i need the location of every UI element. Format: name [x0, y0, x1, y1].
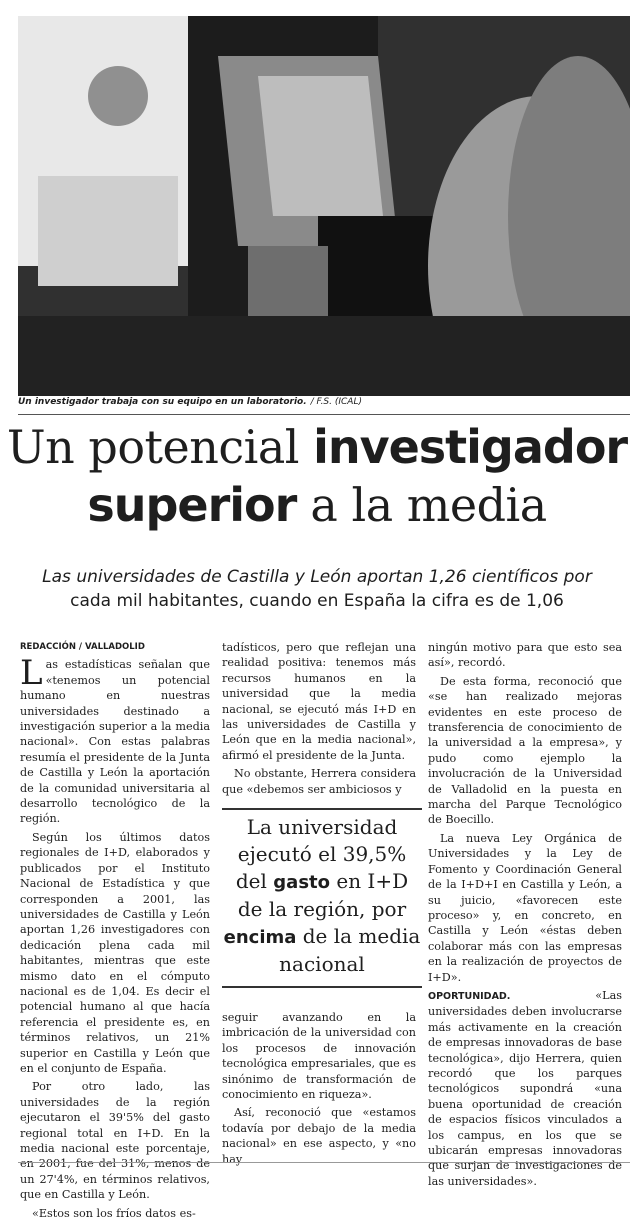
col1-paragraph-2: Según los últimos datos regionales de I+D, elaborados y publicados por el Instituto Nacional de Estadística y que corresponden a 2001, las universidades de Castilla y León aportan 1,26 investigadores con dedicación plena cada mil habitantes, mientras que este mismo dato en el cómputo nacional es de 1,04. Es decir el potencial humano al que hacía referencia el presidente es, en términos relativos, un 21% superior en Castilla y León que en el conjunto de España. [20, 830, 210, 1075]
kicker: OPORTUNIDAD. [428, 990, 511, 1002]
pullquote-b2: encima [223, 927, 297, 948]
col1-p1-text: as estadísticas señalan que «tenemos un potencial humano en nuestras universidades destinado a investigación superior a la media nacional». Con estas palabras resumía el presidente de la Junta de Castilla y León la aportación de la comunidad universitaria al desarrollo tecnológico de la región. [20, 658, 210, 826]
col1-paragraph-1 [20, 653, 210, 826]
col3-paragraph-3: La nueva Ley Orgánica de Universidades y la Ley de Fomento y Coordinación General de la I+D+I en Castilla y León, a su juicio, «favorecen este proceso» y, en concreto, en Castilla y León «éstas deben colaborar más con las empresas en la realización de proyectos de I+D». [428, 831, 622, 984]
column-2-bottom [222, 1010, 416, 1170]
col1-paragraph-3: Por otro lado, las universidades de la región ejecutaron el 39'5% del gasto regional total en I+D. En la media nacional este porcentaje, en 2001, fue del 31%, menos de un 27'4%, en términos relativos, que en Castilla y León. [20, 1080, 210, 1202]
column-1 [20, 640, 210, 1224]
divider [18, 414, 630, 415]
col3-paragraph-1: ningún motivo para que esto sea así», recordó. [428, 641, 622, 670]
column-3 [428, 640, 622, 1192]
headline-part2: investigador [313, 420, 628, 474]
byline: REDACCIÓN / VALLADOLID [20, 642, 145, 652]
photo-caption [18, 397, 630, 407]
headline-part4: a la media [296, 478, 547, 532]
pull-quote [222, 808, 422, 988]
pullquote-t1: La universidad ejecutó el 39,5% del [235, 815, 407, 893]
headline [0, 418, 634, 534]
col2-paragraph-3: seguir avanzando en la imbricación de la universidad con los procesos de innovación tecnológica empresariales, que es sinónimo de transformación de conocimiento en riqueza». [222, 1011, 416, 1102]
pullquote-t3: de la media nacional [279, 924, 421, 976]
col1-paragraph-4: «Estos son los fríos datos es- [32, 1206, 196, 1220]
col3-p4-text: «Las universidades deben involucrarse más activamente en la creación de empresas innovadoras de base tecnológica», dijo Herrera, quien recordó que los parques tecnológicos supondrá «una buena oportunidad de creación de espacios físicos vinculados a los campus, en los que se ubicarán empresas innovadoras que surjan de investigaciones de las universidades». [428, 988, 622, 1188]
subtitle-line1: Las universidades de Castilla y León aportan 1,26 científicos por [42, 567, 592, 587]
pullquote-b1: gasto [273, 872, 330, 893]
subtitle [10, 565, 624, 613]
dropcap: L [20, 653, 43, 694]
bottom-divider [18, 1162, 630, 1163]
col3-paragraph-4 [428, 988, 622, 1189]
caption-text: Un investigador trabaja con su equipo en un laboratorio. [18, 397, 307, 407]
subtitle-line2: cada mil habitantes, cuando en España la cifra es de 1,06 [70, 591, 564, 611]
pullquote-t2: en I+D de la región, por [237, 869, 409, 921]
headline-part1: Un potencial [6, 420, 314, 474]
photo-credit: / F.S. (ICAL) [310, 397, 362, 407]
col2-paragraph-1: tadísticos, pero que reflejan una realidad positiva: tenemos más recursos humanos en la universidad que la media nacional, se ejecutó más I+D en las universidades de Castilla y León que en la media nacional», afirmó el presidente de la Junta. [222, 641, 416, 762]
column-2-top [222, 640, 416, 800]
col2-paragraph-4: Así, reconoció que «estamos todavía por debajo de la media nacional» en ese aspecto, y «no hay [222, 1106, 416, 1166]
col3-paragraph-2: De esta forma, reconoció que «se han realizado mejoras evidentes en este proceso de transferencia de conocimiento de la universidad a la empresa», y pudo como ejemplo la involucración de la Universidad de Valladolid en la puesta en marcha del Parque Tecnológico de Boecillo. [428, 674, 622, 827]
col2-paragraph-2: No obstante, Herrera considera que «debemos ser ambiciosos y [222, 767, 416, 796]
headline-part3: superior [87, 478, 297, 532]
lab-photo [18, 16, 630, 396]
